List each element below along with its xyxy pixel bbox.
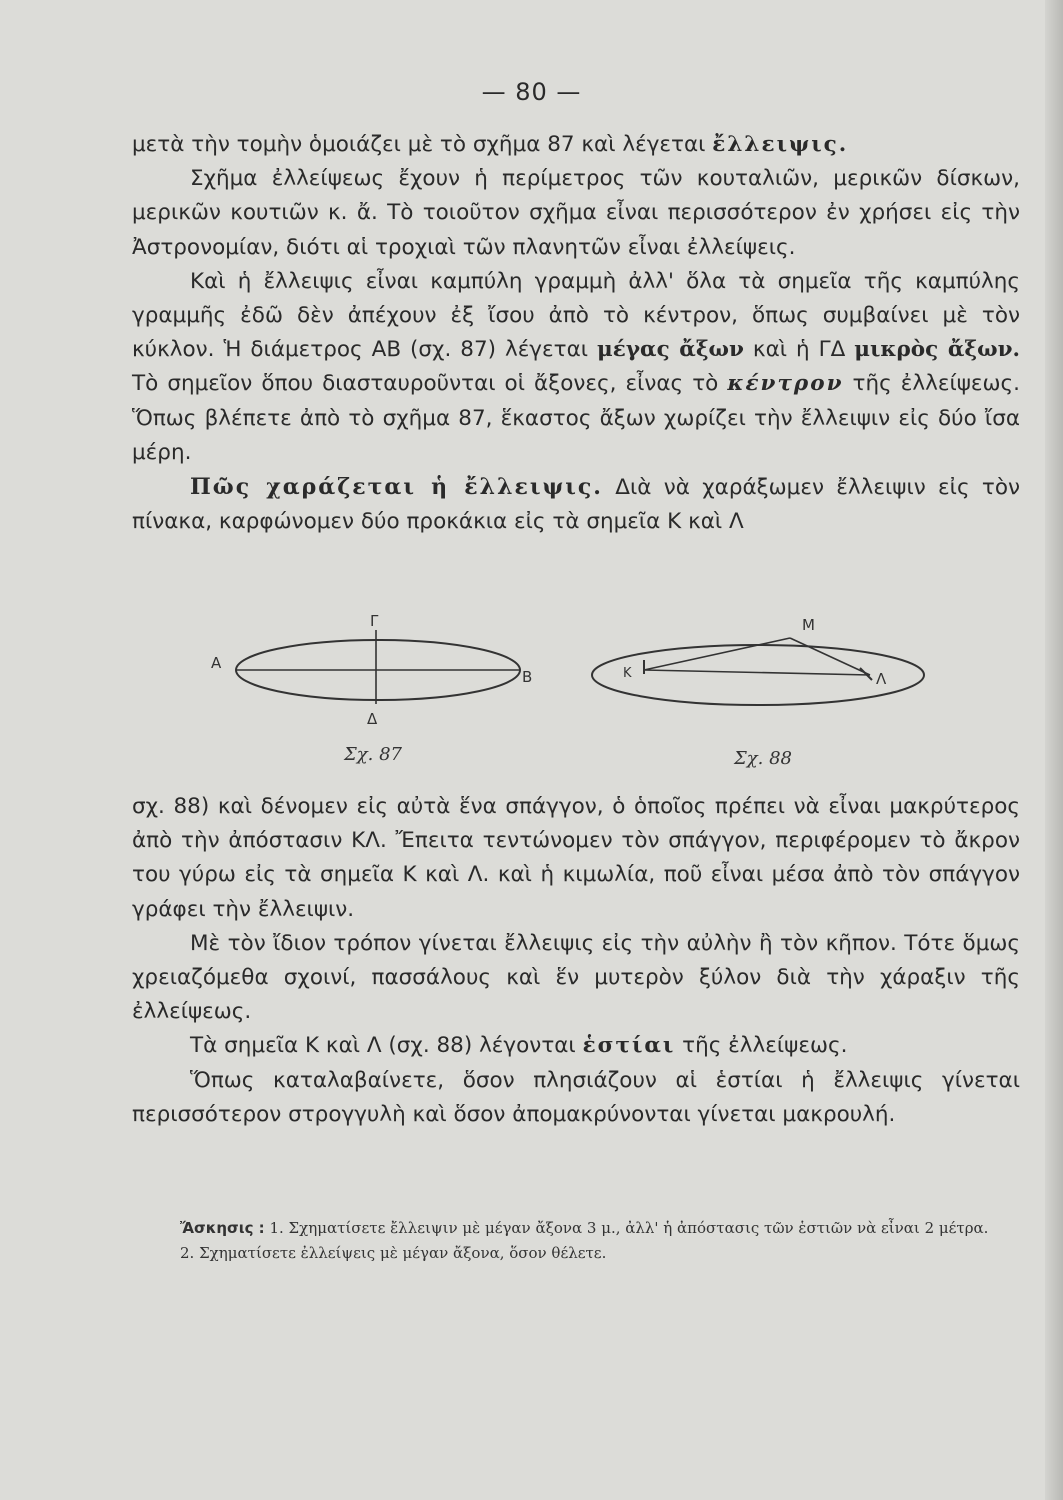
- paragraph-7: [132, 1029, 1020, 1063]
- section-heading: Πῶς χαράζεται ἡ ἔλλειψις.: [190, 474, 603, 501]
- term-ellipse: ἔλλειψις.: [712, 132, 849, 157]
- paragraph-4: [132, 470, 1020, 539]
- paragraph-1: [132, 128, 1020, 162]
- paragraph-7-text-2: τῆς ἐλλείψεως.: [682, 1033, 848, 1059]
- term-center: κέντρον: [727, 371, 844, 397]
- term-major-axis: μέγας ἄξων: [597, 337, 744, 363]
- string-k-m: [644, 638, 790, 670]
- term-foci: ἑστίαι: [582, 1033, 676, 1059]
- term-minor-axis: μικρὸς ἄξων.: [854, 337, 1020, 363]
- figure-88: [592, 638, 924, 705]
- pin-l: [860, 668, 872, 680]
- paragraph-3-text-1: Καὶ ἡ ἔλλειψις εἶναι καμπύλη γραμμὴ ἀλλ' ὅλα τὰ σημεῖα τῆς καμπύλης γραμμῆς ἐδῶ δὲν ἀπέχουν ἐξ ἴσου ἀπὸ τὸ κέντρον, ὅπως συμβαίνει μὲ τὸν κύκλον. Ἡ διάμετρος ΑΒ (σχ. 87) λέγεται: [132, 268, 1020, 363]
- label-l: Λ: [876, 670, 887, 688]
- paragraph-3-text-3: Τὸ σημεῖον ὅπου διασταυροῦνται οἱ ἄξονες, εἶνας τὸ: [132, 371, 719, 397]
- paragraph-3-text-2: καὶ ἡ ΓΔ: [752, 337, 846, 363]
- page-number: — 80 —: [481, 78, 582, 106]
- figures-row: [0, 608, 1063, 784]
- label-b: Β: [522, 668, 533, 686]
- figures-drawing: [0, 608, 1063, 784]
- label-d: Δ: [367, 710, 378, 728]
- exercise-heading: Ἄσκησις :: [180, 1219, 265, 1237]
- exercises-footnote: [132, 1216, 1020, 1266]
- label-m: Μ: [802, 616, 815, 634]
- caption-88: Σχ. 88: [734, 748, 792, 769]
- string-m-l: [790, 638, 870, 675]
- paragraph-5: σχ. 88) καὶ δένομεν εἰς αὐτὰ ἕνα σπάγγον, ὁ ὁποῖος πρέπει νὰ εἶναι μακρύτερος ἀπὸ τὴν ἀπόστασιν ΚΛ. Ἔπειτα τεντώνομεν τὸν σπάγγον, περιφέρομεν τὸ ἄκρον του γύρω εἰς τὰ σημεῖα Κ καὶ Λ. καὶ ἡ κιμωλία, ποῦ εἶναι μέσα ἀπὸ τὸν σπάγγον γράφει τὴν ἔλλειψιν.: [132, 794, 1020, 922]
- label-k: Κ: [623, 666, 632, 681]
- caption-87: Σχ. 87: [344, 744, 402, 765]
- exercise-1: [132, 1216, 1020, 1241]
- string-k-l: [644, 670, 870, 675]
- paragraph-4-text: Διὰ νὰ χαράξωμεν ἔλλειψιν εἰς τὸν πίνακα, καρφώνομεν δύο προκάκια εἰς τὰ σημεῖα Κ καὶ Λ: [132, 475, 1020, 535]
- paragraph-1-text: μετὰ τὴν τομὴν ὁμοιάζει μὲ τὸ σχῆμα 87 καὶ λέγεται: [132, 132, 706, 157]
- figure-87: [236, 630, 520, 704]
- exercise-2: 2. Σχηματίσετε ἐλλείψεις μὲ μέγαν ἄξονα, ὅσον θέλετε.: [180, 1244, 607, 1262]
- ellipse-88: [592, 645, 924, 705]
- paragraph-6: Μὲ τὸν ἴδιον τρόπον γίνεται ἔλλειψις εἰς τὴν αὐλὴν ἢ τὸν κῆπον. Τότε ὅμως χρειαζόμεθα σχοινί, πασσάλους καὶ ἕν μυτερὸν ξύλον διὰ τὴν χάραξιν τῆς ἐλλείψεως.: [132, 930, 1020, 1025]
- text-block-bottom: [132, 790, 1020, 1132]
- label-g: Γ: [370, 612, 379, 630]
- label-a: Α: [211, 654, 222, 672]
- text-block-top: [132, 128, 1020, 539]
- paragraph-3-text-4: τῆς ἐλλείψεως. Ὅπως βλέπετε ἀπὸ τὸ σχῆμα 87, ἕκαστος ἄξων χωρίζει τὴν ἔλλειψιν εἰς δύο ἴσα μέρη.: [132, 371, 1020, 465]
- paragraph-7-text: Τὰ σημεῖα Κ καὶ Λ (σχ. 88) λέγονται: [190, 1033, 576, 1059]
- exercise-1-text: 1. Σχηματίσετε ἔλλειψιν μὲ μέγαν ἄξονα 3 μ., ἀλλ' ἡ ἀπόστασις τῶν ἑστιῶν νὰ εἶναι 2 μέτρα.: [269, 1219, 989, 1237]
- paragraph-3: [132, 265, 1020, 470]
- paragraph-2: Σχῆμα ἐλλείψεως ἔχουν ἡ περίμετρος τῶν κουταλιῶν, μερικῶν δίσκων, μερικῶν κουτιῶν κ. ἄ. Τὸ τοιοῦτον σχῆμα εἶναι περισσότερον ἐν χρήσει εἰς τὴν Ἀστρονομίαν, διότι αἱ τροχιαὶ τῶν πλανητῶν εἶναι ἐλλείψεις.: [132, 166, 1020, 260]
- paragraph-8: Ὅπως καταλαβαίνετε, ὅσον πλησιάζουν αἱ ἑστίαι ἡ ἔλλειψις γίνεται περισσότερον στρογγυλὴ καὶ ὅσον ἀπομακρύνονται γίνεται μακρουλή.: [132, 1067, 1020, 1127]
